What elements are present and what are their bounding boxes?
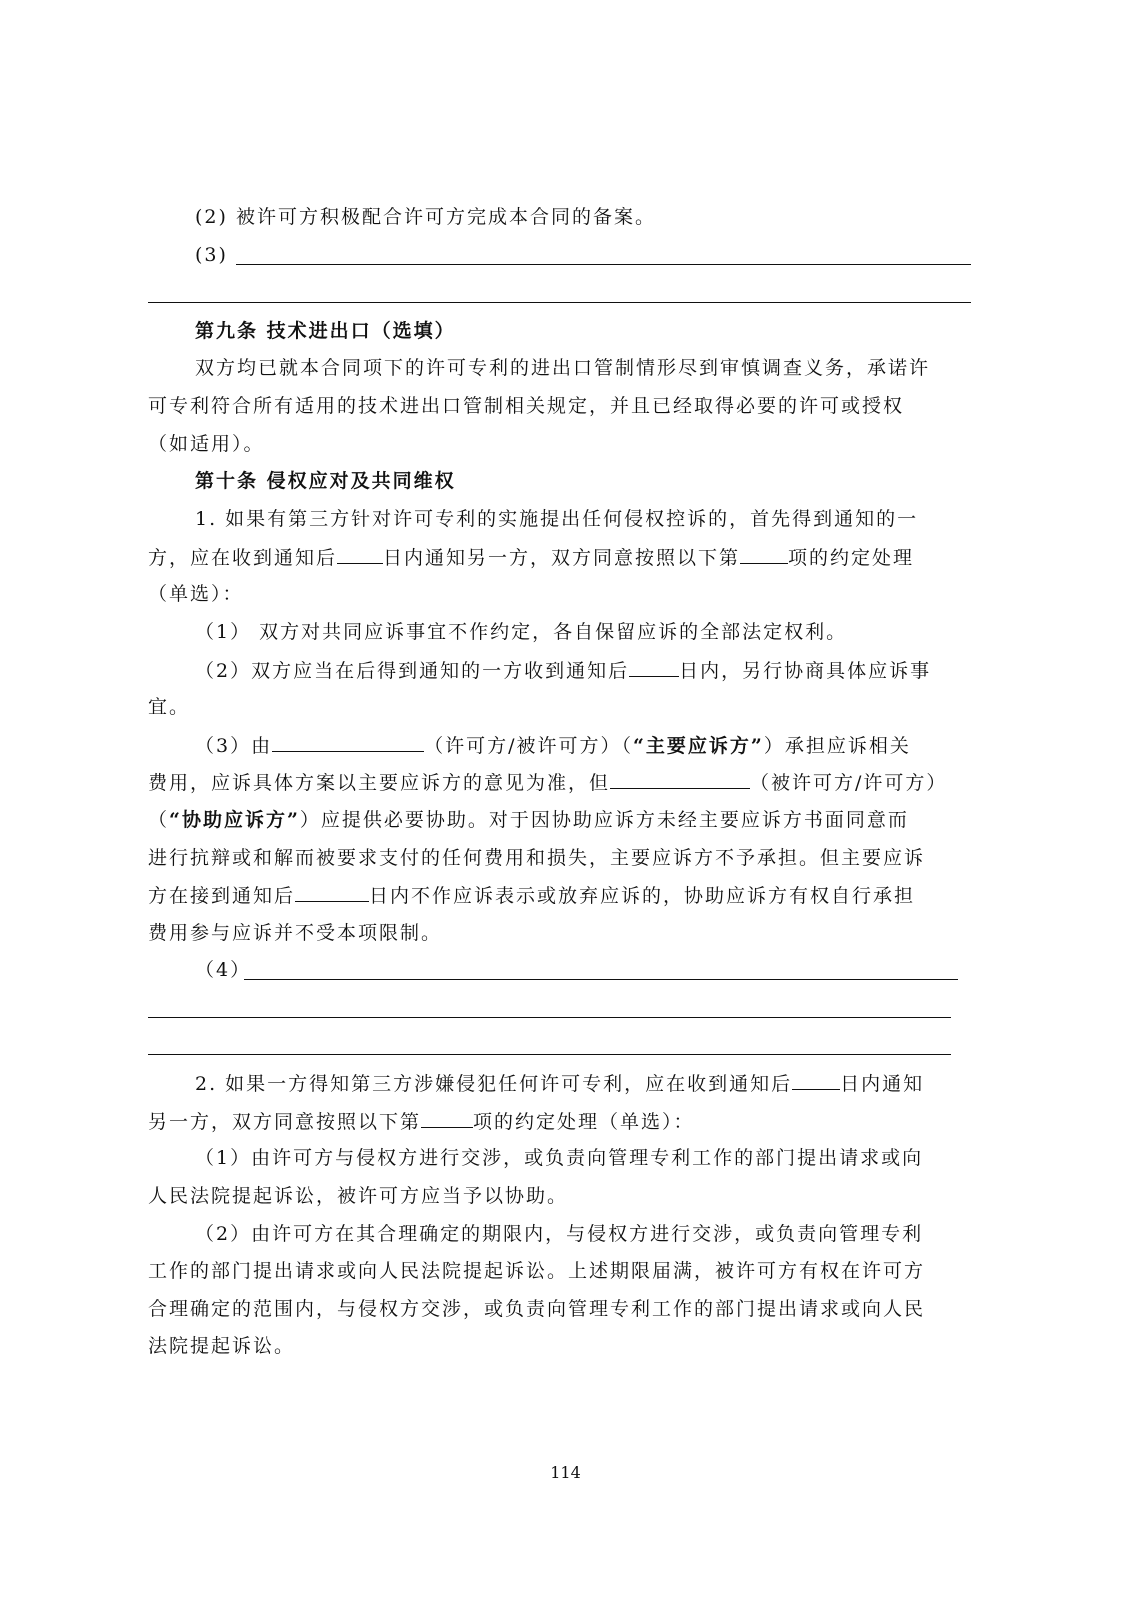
article10-p2-option2-line: （2）由许可方在其合理确定的期限内，与侵权方进行交涉，或负责向管理专利 xyxy=(195,1223,924,1245)
blank-line xyxy=(236,264,971,265)
blank-line xyxy=(148,1054,951,1055)
blank-field xyxy=(610,769,750,789)
article10-p2-option2-line: 工作的部门提出请求或向人民法院提起诉讼。上述期限届满，被许可方有权在许可方 xyxy=(148,1260,926,1282)
blank-line xyxy=(244,979,958,980)
article10-heading: 第十条 侵权应对及共同维权 xyxy=(195,470,456,492)
article10-option4-label: （4） xyxy=(195,959,252,981)
article10-option3-line: （“协助应诉方”）应提供必要协助。对于因协助应诉方未经主要应诉方书面同意而 xyxy=(148,809,909,831)
blank-field xyxy=(421,1108,473,1128)
article10-p2-option2-line: 法院提起诉讼。 xyxy=(148,1335,296,1357)
article8-item2: (2) 被许可方积极配合许可方完成本合同的备案。 xyxy=(195,206,656,228)
article9-heading: 第九条 技术进出口（选填） xyxy=(195,320,456,342)
blank-field xyxy=(740,544,788,564)
article10-p2-line: 2. 如果一方得知第三方涉嫌侵犯任何许可专利，应在收到通知后 日内通知 xyxy=(195,1070,924,1096)
blank-line xyxy=(148,302,971,303)
article10-p2-option1-line: 人民法院提起诉讼，被许可方应当予以协助。 xyxy=(148,1185,569,1207)
article10-p2-option1-line: （1）由许可方与侵权方进行交涉，或负责向管理专利工作的部门提出请求或向 xyxy=(195,1147,924,1169)
article10-option3-line: 方在接到通知后 日内不作应诉表示或放弃应诉的，协助应诉方有权自行承担 xyxy=(148,882,915,908)
blank-field xyxy=(337,544,383,564)
article10-p1-line: 1. 如果有第三方针对许可专利的实施提出任何侵权控诉的，首先得到通知的一 xyxy=(195,508,919,530)
blank-line xyxy=(148,1017,951,1018)
blank-field xyxy=(295,882,369,902)
article10-p2-line: 另一方，双方同意按照以下第 项的约定处理（单选）： xyxy=(148,1108,695,1134)
article10-p1-line: （单选）： xyxy=(148,583,244,605)
page-number: 114 xyxy=(550,1463,581,1482)
article10-option2-line: 宜。 xyxy=(148,696,191,718)
article10-option3-line: 费用，应诉具体方案以主要应诉方的意见为准，但 （被许可方/许可方） xyxy=(148,769,947,795)
article10-option3-line: 进行抗辩或和解而被要求支付的任何费用和损失，主要应诉方不予承担。但主要应诉 xyxy=(148,847,926,869)
blank-field xyxy=(792,1070,840,1090)
blank-field xyxy=(629,657,679,677)
article9-text-line: 可专利符合所有适用的技术进出口管制相关规定，并且已经取得必要的许可或授权 xyxy=(148,395,905,417)
article10-option1: （1） 双方对共同应诉事宜不作约定，各自保留应诉的全部法定权利。 xyxy=(195,621,848,643)
article9-text-line: 双方均已就本合同项下的许可专利的进出口管制情形尽到审慎调查义务，承诺许 xyxy=(195,357,931,379)
article10-p2-option2-line: 合理确定的范围内，与侵权方交涉，或负责向管理专利工作的部门提出请求或向人民 xyxy=(148,1298,926,1320)
article10-option2-line: （2）双方应当在后得到通知的一方收到通知后 日内，另行协商具体应诉事 xyxy=(195,657,931,683)
article8-item3-label: (3) xyxy=(195,244,228,266)
article9-text-line: （如适用）。 xyxy=(148,433,265,455)
blank-field xyxy=(272,732,424,752)
article10-p1-line: 方，应在收到通知后 日内通知另一方，双方同意按照以下第 项的约定处理 xyxy=(148,544,914,570)
article10-option3-line: （3）由 （许可方/被许可方）（“主要应诉方”）承担应诉相关 xyxy=(195,732,911,758)
article10-option3-line: 费用参与应诉并不受本项限制。 xyxy=(148,922,443,944)
